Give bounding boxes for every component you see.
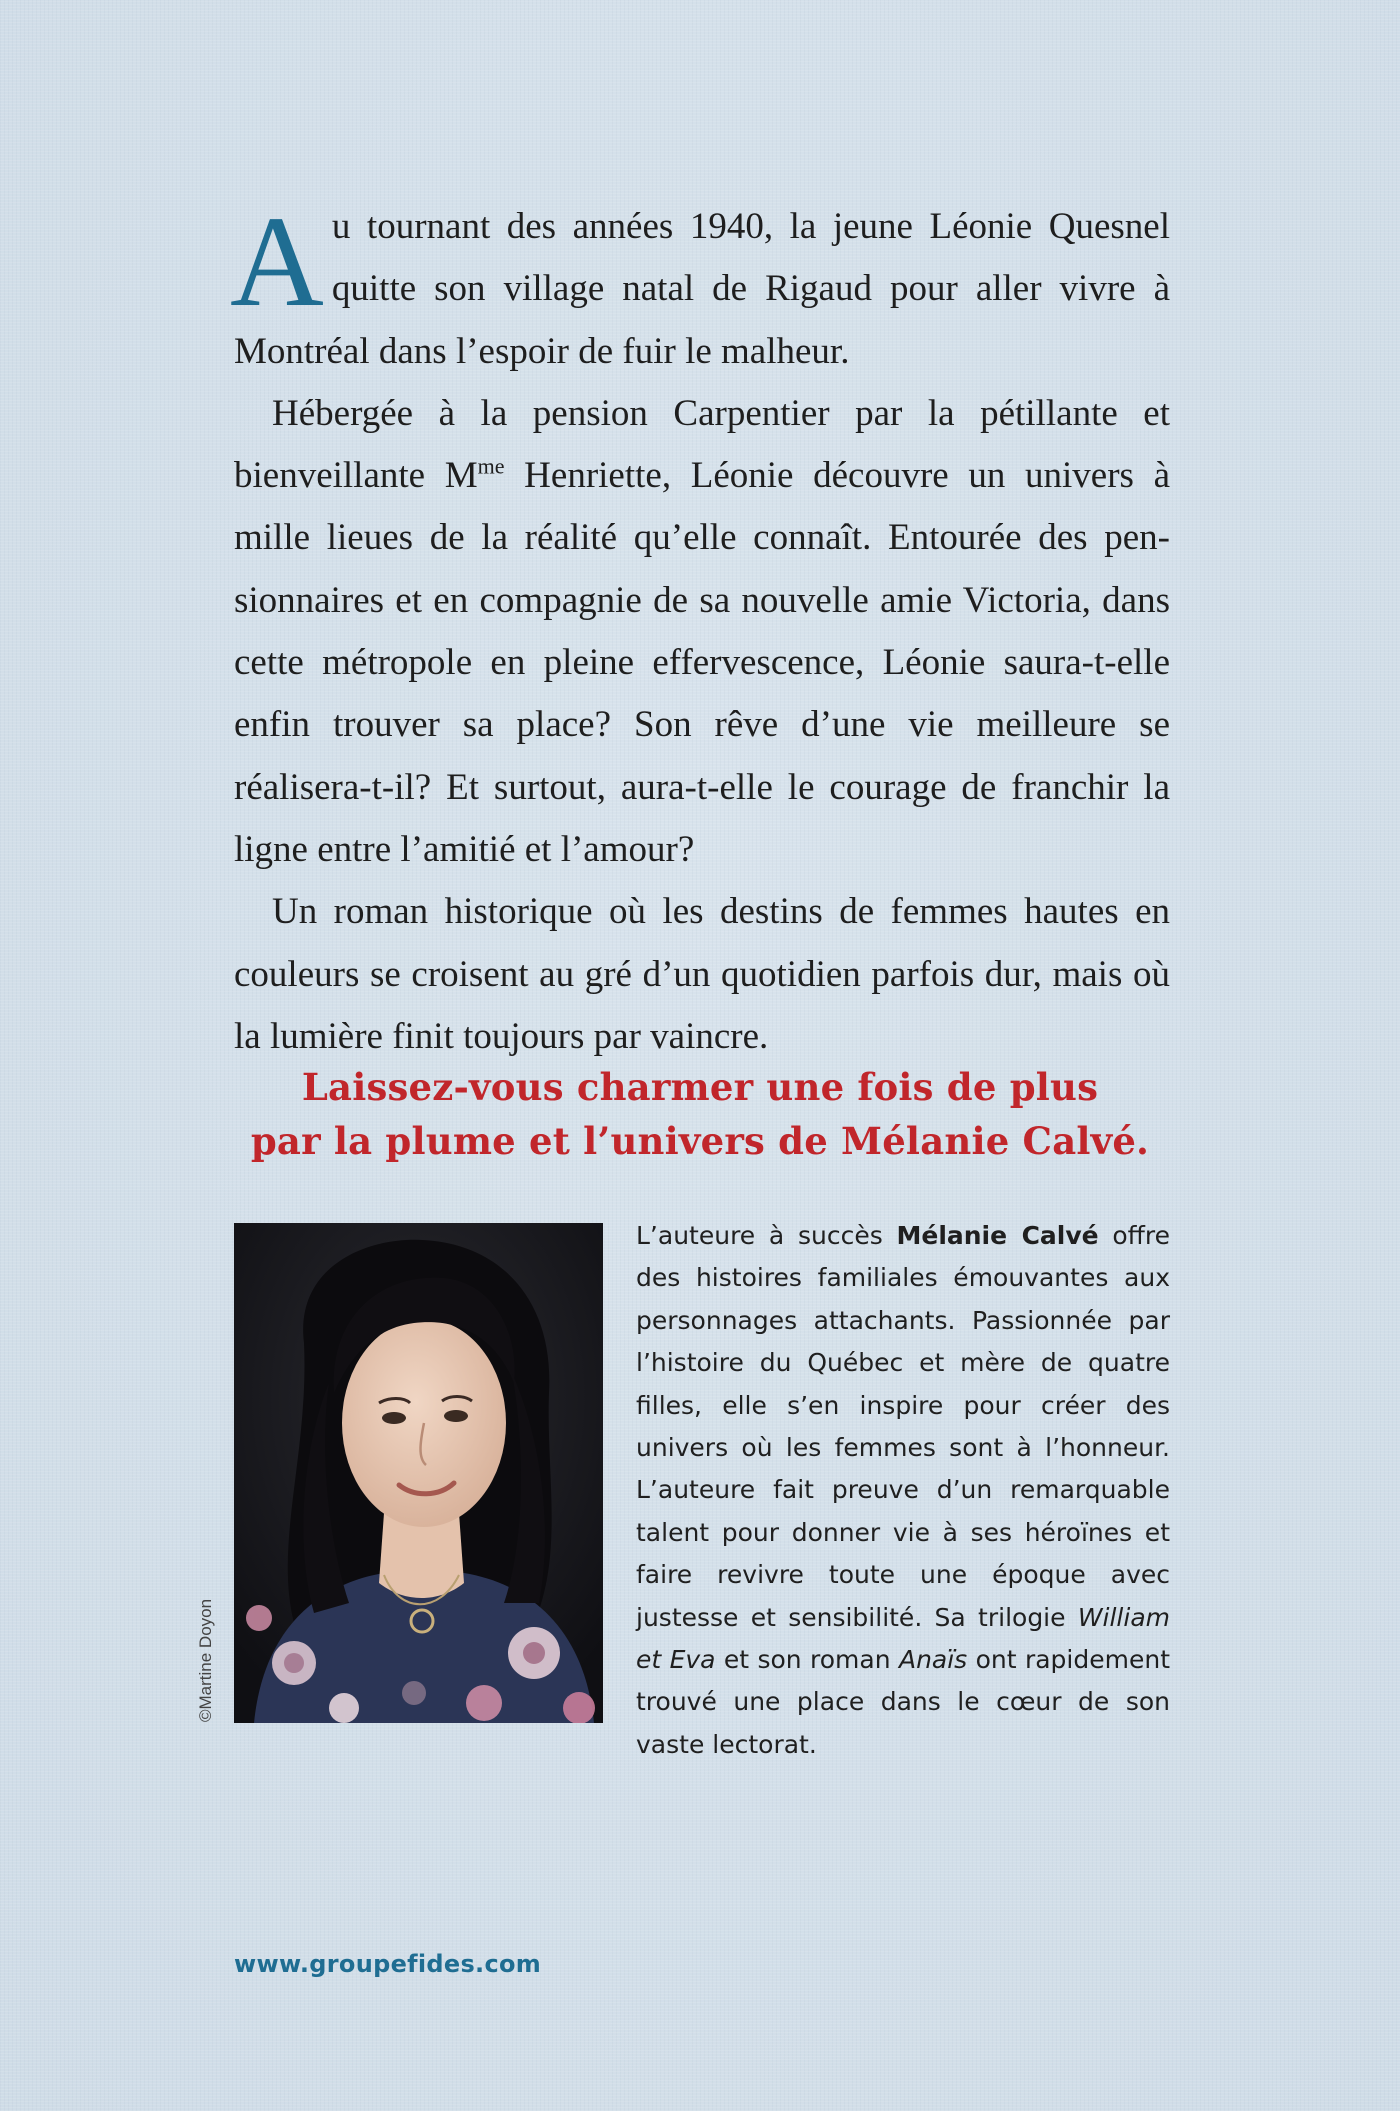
book-title-william-et-eva: William et Eva xyxy=(636,1602,1170,1675)
synopsis-paragraph-2-text-b: Henriette, Léonie découvre un univers à mille lieues de la réalité qu’elle connaît. Entourée des pensionnaires et en compagnie de sa nouvelle amie Victoria, dans cette métropole en pleine effervescence, Léonie saura-t-elle enfin trouver sa place? Son rêve d’une vie meilleure se réalisera-t-il? Et surtout, aura-t-elle le courage de franchir la ligne entre l’amitié et l’amour? xyxy=(234,455,1170,870)
publisher-website-link[interactable]: www.groupefides.com xyxy=(234,1950,542,1978)
synopsis-paragraph-3: Un roman historique où les destins de femmes hautes en couleurs se croisent au gré d’un quotidien parfois dur, mais où la lumière finit toujours par vaincre. xyxy=(234,891,1170,1057)
bio-intro: L’auteure à succès xyxy=(636,1221,897,1250)
drop-cap: A xyxy=(230,190,324,334)
author-name: Mélanie Calvé xyxy=(896,1221,1099,1250)
tagline-line-2: par la plume et l’univers de Mélanie Calvé. xyxy=(250,1119,1150,1163)
synopsis-paragraph-1 xyxy=(230,190,1170,383)
tagline-line-1: Laissez-vous charmer une fois de plus xyxy=(301,1065,1099,1109)
bio-part-1: offre des histoires familiales émouvantes aux personnages attachants. Passionnée par l’histoire du Québec et mère de quatre filles, elle s’en inspire pour créer des univers où les femmes sont à l’honneur. L’auteure fait preuve d’un remarquable talent pour donner vie à ses héroïnes et faire revivre toute une époque avec justesse et sensibilité. Sa trilogie xyxy=(636,1221,1170,1632)
synopsis-paragraph-2-text-a: Hébergée à la pension Carpentier par la pétillante et bienveillante M xyxy=(234,392,1170,497)
superscript-me: me xyxy=(477,453,505,479)
synopsis-paragraph-1-text: u tournant des années 1940, la jeune Léonie Quesnel quitte son village natal de Rigaud pour aller vivre à Montréal dans l’espoir de fuir le malheur. xyxy=(234,206,1170,372)
author-bio-paragraph xyxy=(636,1215,1170,1766)
author-bio xyxy=(636,1215,1170,1766)
book-title-anais: Anaïs xyxy=(898,1645,968,1675)
bio-part-2: et son roman xyxy=(715,1645,899,1675)
photo-credit: ©Martine Doyon xyxy=(196,1598,215,1722)
synopsis-paragraph-2 xyxy=(234,383,1170,881)
tagline xyxy=(160,1060,1240,1168)
author-photo xyxy=(234,1223,603,1723)
synopsis xyxy=(230,190,1170,1068)
bio-part-3: ont rapidement trouvé une place dans le cœur de son vaste lectorat. xyxy=(636,1645,1170,1759)
